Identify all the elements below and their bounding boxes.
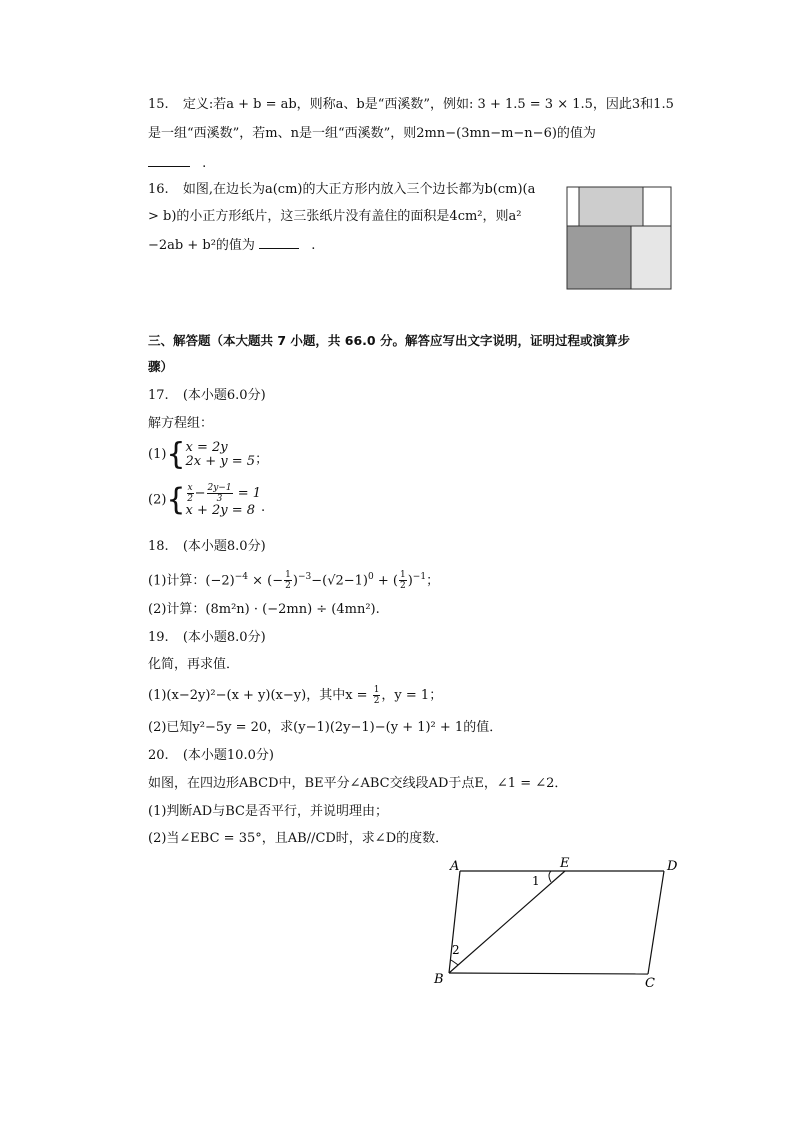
small-square-dark [567, 226, 631, 289]
answer-blank[interactable] [148, 152, 190, 167]
label-d: D [667, 859, 678, 874]
squares-figure [566, 186, 672, 290]
brace: { [166, 482, 186, 518]
q16-line1: 16. 如图,在边长为a(cm)的大正方形内放入三个边长都为b(cm)(a [148, 182, 536, 197]
q20-header: 20. (本小题10.0分) [148, 748, 274, 763]
q19-part2: (2)已知y²−5y = 20，求(y−1)(2y−1)−(y + 1)² + 1的值． [148, 720, 503, 735]
q17-prompt: 解方程组： [148, 416, 214, 431]
q16-line3: −2ab + b²的值为 . [148, 234, 315, 256]
segment-be [449, 871, 565, 973]
brace: { [166, 437, 186, 472]
q17-part2: (2){ $\frac{x}{2}$ − $\frac{2y-1}{3}$ = 1 x + 2y = 8 . [148, 482, 266, 518]
q15-answer-line: . [148, 152, 206, 174]
q15-line2: 是一组“西溪数”，若m、n是一组“西溪数”，则2mn−(3mn−m−n−6)的值为 [148, 126, 596, 141]
q20-line1: 如图，在四边形ABCD中，BE平分∠ABC交线段AD于点E，∠1 = ∠2． [148, 776, 568, 791]
label-c: C [645, 976, 655, 991]
q18-header: 18. (本小题8.0分) [148, 539, 266, 554]
edge-ab [449, 871, 460, 973]
q18-part2: (2)计算：(8m²n) · (−2mn) ÷ (4mn²). [148, 602, 380, 617]
label-angle-1: 1 [532, 874, 540, 888]
q15-text1: 定义:若a + b = ab，则称a、b是“西溪数”，例如: 3 + 1.5 = 3 × 1.5，因此3和1.5 [182, 97, 674, 112]
q19-header: 19. (本小题8.0分) [148, 630, 266, 645]
label-angle-2: 2 [452, 943, 460, 957]
edge-bc [449, 973, 648, 974]
q19-prompt: 化简，再求值． [148, 657, 240, 672]
q17-part1: (1){ x = 2y 2x + y = 5 ； [148, 437, 269, 472]
angle-2-arc [451, 960, 458, 965]
answer-blank[interactable] [259, 234, 299, 249]
q20-line2: (1)判断AD与BC是否平行，并说明理由； [148, 804, 388, 819]
q17-header: 17. (本小题6.0分) [148, 388, 266, 403]
label-e: E [560, 856, 570, 871]
section3-line2: 骤） [148, 359, 174, 374]
q20-line3: (2)当∠EBC = 35°，且AB//CD时，求∠D的度数． [148, 831, 449, 846]
section3-line1: 三、解答题（本大题共 7 小题，共 66.0 分。解答应写出文字说明，证明过程或演算步 [148, 333, 630, 348]
quadrilateral-figure [420, 850, 690, 995]
q16-line2: > b)的小正方形纸片，这三张纸片没有盖住的面积是4cm²，则a² [148, 209, 522, 224]
angle-1-arc [549, 871, 551, 882]
q19-part1: (1)(x−2y)²−(x + y)(x−y)，其中x = $\frac{1}{2}$ ，y = 1； [148, 685, 443, 706]
label-b: B [434, 972, 444, 987]
label-a: A [450, 859, 460, 874]
q15-line1: 15. 定义:若a + b = ab，则称a、b是“西溪数”，例如: 3 + 1.5 = 3 × 1.5，因此3和1.5 [148, 97, 674, 112]
q18-part1: (1)计算：$(-2)^{-4}$ × (− $\frac{1}{2}$ )$^{-3}-(√2-1)^0$ + ( $\frac{1}{2}$ )$^{-1}$； [148, 570, 440, 592]
edge-cd [648, 871, 664, 974]
